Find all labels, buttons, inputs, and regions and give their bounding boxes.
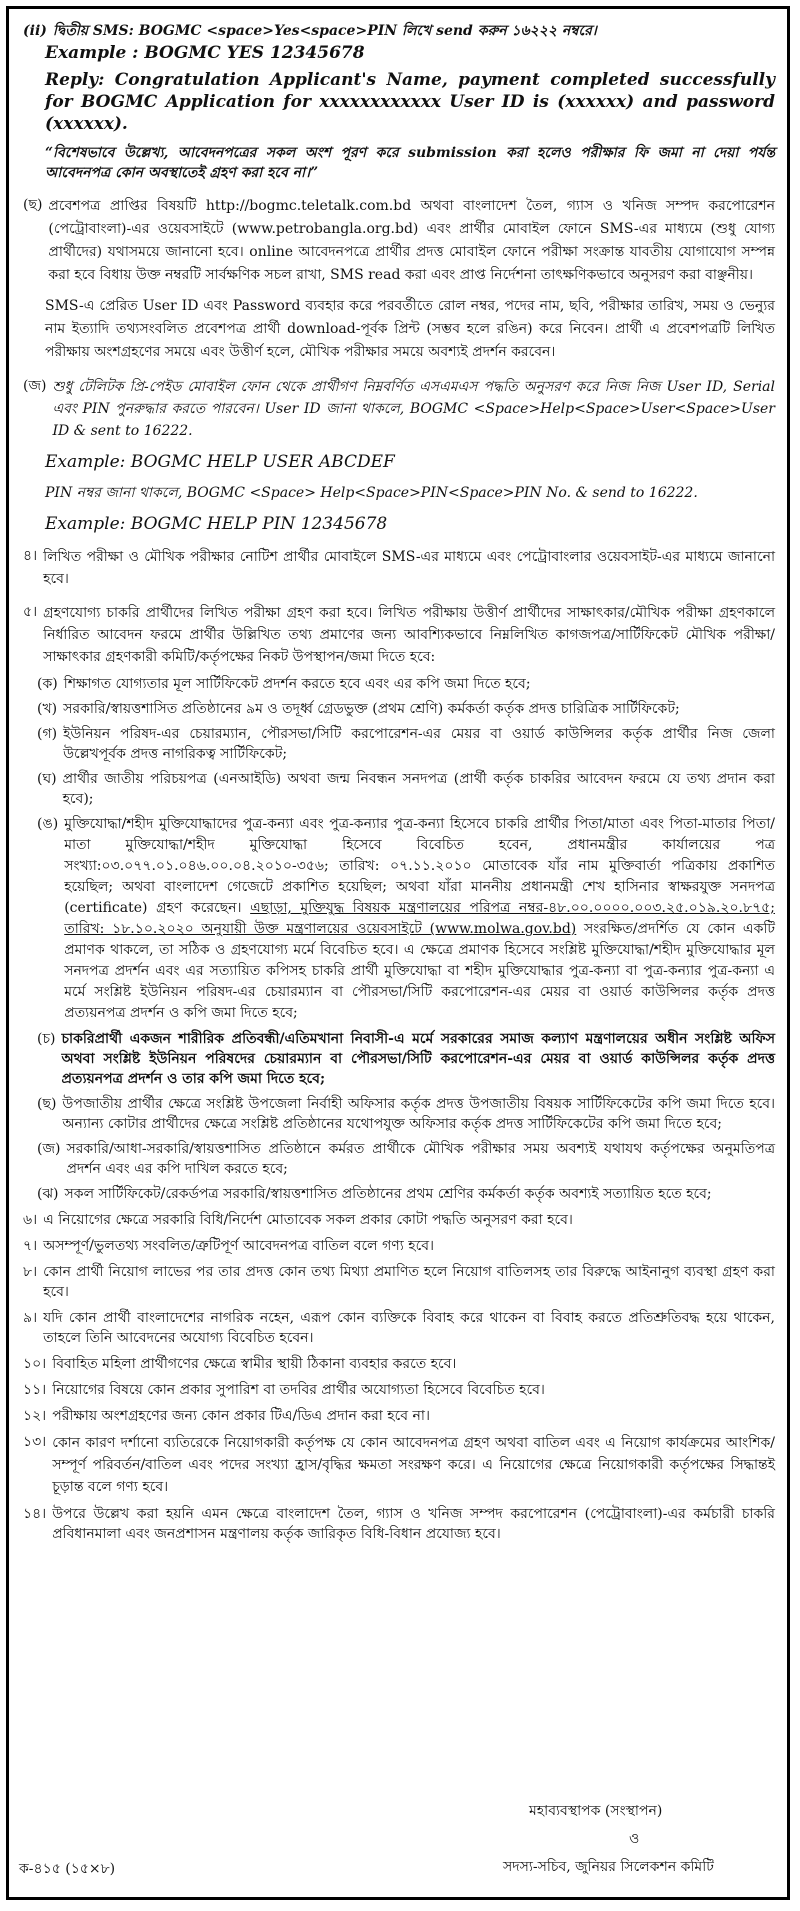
section-ja-pin: PIN নম্বর জানা থাকলে, BOGMC <Space> Help<Space>PIN<Space>PIN No. & send to 16222. — [45, 485, 698, 501]
rule-label: ১১। — [23, 1382, 47, 1398]
sub-item-label: (ঙ) — [37, 816, 59, 832]
rule-text: নিয়োগের বিষয়ে কোন প্রকার সুপারিশ বা তদবির প্রার্থীর অযোগ্যতা হিসেবে বিবেচিত হবে। — [52, 1382, 545, 1398]
section-cha-text: প্রবেশপত্র প্রাপ্তির বিষয়টি http://bogmc.teletalk.com.bd অথবা বাংলাদেশ তৈল, গ্যাস ও খনিজ সম্পদ করপোরেশন (পেট্রোবাংলা)-এর ওয়েবসাইটে (www.petrobangla.org.bd) এবং প্রার্থীর মোবাইল ফোনে SMS-এর মাধ্যমে (শুধু যোগ্য প্রার্থীদের) যথাসময়ে জানানো হবে। online আবেদনপত্রে প্রার্থীর প্রদত্ত মোবাইল ফোনে পরীক্ষা সংক্রান্ত যাবতীয় যোগাযোগ সম্পন্ন করা হবে বিধায় উক্ত নম্বরটি সার্বক্ষণিক সচল রাখা, SMS read করা এবং প্রাপ্ত নির্দেশনা তাৎক্ষণিকভাবে অনুসরণ করা বাঞ্ছনীয়। — [48, 198, 775, 283]
sub-item — [37, 1094, 775, 1134]
rule-item — [23, 1432, 775, 1498]
sub-item-text: সরকারি/স্বায়ত্তশাসিত প্রতিষ্ঠানের ৯ম ও তদূর্ধ্ব গ্রেডভুক্ত (প্রথম শ্রেণি) কর্মকর্তা কর্তৃক প্রদত্ত চারিত্রিক সার্টিফিকেট; — [63, 701, 680, 717]
rule-text: কোন কারণ দর্শানো ব্যতিরেকে নিয়োগকারী কর্তৃপক্ষ যে কোন আবেদনপত্র গ্রহণ অথবা বাতিল এবং এ নিয়োগ কার্যক্রমের আংশিক/সম্পূর্ণ পরিবর্তন/বাতিল এবং পদের সংখ্যা হ্রাস/বৃদ্ধির ক্ষমতা সংরক্ষণ করে। এ নিয়োগের ক্ষেত্রে নিয়োগকারী কর্তৃপক্ষের সিদ্ধান্তই চূড়ান্ত বলে গণ্য হবে। — [52, 1435, 775, 1495]
rules-list — [23, 1210, 775, 1544]
section-cha — [23, 195, 775, 287]
rule-item — [23, 1380, 775, 1400]
rule-item — [23, 1406, 775, 1426]
rule-item — [23, 1236, 775, 1256]
section-5-subitems — [37, 674, 775, 1204]
sub-item-text-b: সংরক্ষিত/প্রদর্শিত যে কোন একটি প্রমাণক থাকলে, তা সঠিক ও গ্রহণযোগ্য মর্মে বিবেচিত হবে। এ ক্ষেত্রে প্রমাণক হিসেবে সংশ্লিষ্ট মুক্তিযোদ্ধা/শহীদ মুক্তিযোদ্ধার মূল সনদপত্র প্রদর্শন এবং এর সত্যায়িত কপিসহ চাকরি প্রার্থী মুক্তিযোদ্ধা বা শহীদ মুক্তিযোদ্ধার পুত্র-কন্যা বা পুত্র-কন্যার পুত্র-কন্যা এ মর্মে সংশ্লিষ্ট ইউনিয়ন পরিষদ-এর চেয়ারম্যান বা পৌরসভা/সিটি করপোরেশন-এর মেয়র বা ওয়ার্ড কাউন্সিলর কর্তৃক প্রদত্ত প্রত্যয়নপত্র প্রদর্শন ও কপি জমা দিতে হবে; — [64, 921, 776, 1021]
sub-item-text: উপজাতীয় প্রার্থীর ক্ষেত্রে সংশ্লিষ্ট উপজেলা নির্বাহী অফিসার কর্তৃক প্রদত্ত উপজাতীয় বিষয়ক সার্টিফিকেটের কপি জমা দিতে হবে। অন্যান্য কোটার প্রার্থীদের ক্ষেত্রে সংশ্লিষ্ট প্রতিষ্ঠানের যথোপযুক্ত অফিসার কর্তৃক প্রদত্ত সার্টিফিকেটের কপি জমা দিতে হবে; — [62, 1096, 775, 1132]
rule-text: পরীক্ষায় অংশগ্রহণের জন্য কোন প্রকার টিএ/ডিএ প্রদান করা হবে না। — [52, 1408, 430, 1424]
rule-item — [23, 1262, 775, 1302]
rule-item — [23, 1354, 775, 1374]
section-ja — [23, 376, 775, 442]
section-ii-example: Example : BOGMC YES 12345678 — [45, 43, 365, 63]
sub-item-freedom-fighter — [37, 814, 775, 1024]
sub-item-label: (চ) — [37, 1031, 56, 1047]
rule-label: ৬। — [23, 1212, 38, 1228]
rule-item — [23, 1504, 775, 1544]
signature-line-1: মহাব্যবস্থাপক (সংস্থাপন) — [529, 1803, 663, 1819]
section-5-label: ৫। — [23, 604, 38, 620]
section-cha-label: (ছ) — [23, 197, 43, 213]
section-cha-text2: SMS-এ প্রেরিত User ID এবং Password ব্যবহার করে পরবর্তীতে রোল নম্বর, পদের নাম, ছবি, পরীক্ষার তারিখ, সময় ও ভেন্যুর নাম ইত্যাদি তথ্যসংবলিত প্রবেশপত্র প্রার্থী download-পূর্বক প্রিন্ট (সম্ভব হলে রঙিন) করে নিবেন। প্রার্থী এ প্রবেশপত্রটি লিখিত পরীক্ষায় অংশগ্রহণের সময়ে এবং উত্তীর্ণ হলে, মৌখিক পরীক্ষার সময়ে অবশ্যই প্রদর্শন করবেন। — [45, 298, 775, 360]
section-ii-label: (ii) — [23, 23, 47, 39]
rule-label: ৮। — [23, 1264, 38, 1280]
sub-item-text: চাকরিপ্রার্থী একজন শারীরিক প্রতিবন্ধী/এতিমখানা নিবাসী-এ মর্মে সরকারের সমাজ কল্যাণ মন্ত্রণালয়ের অধীন সংশ্লিষ্ট অফিস অথবা সংশ্লিষ্ট ইউনিয়ন পরিষদের চেয়ারম্যান বা পৌরসভা/সিটি করপোরেশন-এর মেয়র বা ওয়ার্ড কাউন্সিলর কর্তৃক প্রদত্ত প্রত্যয়নপত্র প্রদর্শন ও তার কপি জমা দিতে হবে; — [61, 1031, 775, 1087]
rule-text: কোন প্রার্থী নিয়োগ লাভের পর তার প্রদত্ত কোন তথ্য মিথ্যা প্রমাণিত হলে নিয়োগ বাতিলসহ তার বিরুদ্ধে আইনানুগ ব্যবস্থা গ্রহণ করা হবে। — [43, 1264, 775, 1300]
sub-item-text — [64, 814, 775, 1024]
sub-item — [37, 1139, 775, 1179]
sub-item — [37, 674, 775, 694]
rule-label: ৭। — [23, 1238, 38, 1254]
sub-item-label: (গ) — [37, 726, 58, 742]
footer-code: ক-৪১৫ (১৫×৮) — [19, 1861, 116, 1877]
rule-label: ৯। — [23, 1310, 38, 1326]
section-4-text: লিখিত পরীক্ষা ও মৌখিক পরীক্ষার নোটিশ প্রার্থীর মোবাইলে SMS-এর মাধ্যমে এবং পেট্রোবাংলার ওয়েবসাইট-এর মাধ্যমে জানানো হবে। — [43, 549, 775, 587]
section-ii-note: “বিশেষভাবে উল্লেখ্য, আবেদনপত্রের সকল অংশ পূরণ করে submission করা হলেও পরীক্ষার ফি জমা না দেয়া পর্যন্ত আবেদনপত্র কোন অবস্থাতেই গ্রহণ করা হবে না।” — [45, 145, 775, 181]
rule-label: ১২। — [23, 1408, 47, 1424]
section-4 — [23, 546, 775, 590]
notice-content — [23, 21, 775, 1550]
section-ii-reply: Reply: Congratulation Applicant's Name, payment completed successfully for BOGMC Application for xxxxxxxxxxxx User ID is (xxxxxx) and password (xxxxxx). — [45, 70, 775, 134]
rule-item — [23, 1210, 775, 1230]
sub-item-text: ইউনিয়ন পরিষদ-এর চেয়ারম্যান, পৌরসভা/সিটি করপোরেশন-এর মেয়র বা ওয়ার্ড কাউন্সিলর কর্তৃক প্রার্থীর নিজ জেলা উল্লেখপূর্বক প্রদত্ত নাগরিকত্ব সার্টিফিকেট; — [63, 726, 775, 762]
section-ii — [23, 21, 775, 41]
rule-text: অসম্পূর্ণ/ভুলতথ্য সংবলিত/ত্রুটিপূর্ণ আবেদনপত্র বাতিল বলে গণ্য হবে। — [43, 1238, 434, 1254]
sub-item-label: (ঝ) — [37, 1186, 59, 1202]
sub-item-text: প্রার্থীর জাতীয় পরিচয়পত্র (এনআইডি) অথবা জন্ম নিবন্ধন সনদপত্র (প্রার্থী কর্তৃক চাকরির আবেদন ফরমে যে তথ্য প্রদান করা হবে); — [62, 771, 775, 807]
rule-text: বিবাহিত মহিলা প্রার্থীগণের ক্ষেত্রে স্বামীর স্থায়ী ঠিকানা ব্যবহার করতে হবে। — [52, 1356, 457, 1372]
sub-item — [37, 769, 775, 809]
sub-item-label: (জ) — [37, 1141, 61, 1157]
rule-label: ১৩। — [23, 1434, 47, 1450]
section-ii-line: দ্বিতীয় SMS: BOGMC <space>Yes<space>PIN লিখে send করুন ১৬২২২ নম্বরে। — [52, 23, 597, 39]
rule-text: এ নিয়োগের ক্ষেত্রে সরকারি বিধি/নির্দেশ মোতাবেক সকল প্রকার কোটা পদ্ধতি অনুসরণ করা হবে। — [43, 1212, 573, 1228]
sub-item — [37, 1184, 775, 1204]
rule-label: ১০। — [23, 1356, 47, 1372]
section-5-text: গ্রহণযোগ্য চাকরি প্রার্থীদের লিখিত পরীক্ষা গ্রহণ করা হবে। লিখিত পরীক্ষায় উত্তীর্ণ প্রার্থীদের সাক্ষাৎকার/মৌখিক পরীক্ষা গ্রহণকালে নির্ধারিত আবেদন ফরমে প্রার্থীর উল্লিখিত তথ্য প্রমাণের জন্য আবশ্যিকভাবে নিম্নলিখিত কাগজপত্র/সার্টিফিকেট মৌখিক পরীক্ষা/সাক্ষাৎকার গ্রহণকারী কমিটি/কর্তৃপক্ষের নিকট উপস্থাপন/জমা দিতে হবে: — [43, 605, 775, 665]
sub-item — [37, 1029, 775, 1089]
sub-item-label: (ক) — [37, 676, 58, 692]
section-ja-example1: Example: BOGMC HELP USER ABCDEF — [45, 452, 395, 472]
sub-item — [37, 699, 775, 719]
sub-item-text-a: মুক্তিযোদ্ধা/শহীদ মুক্তিযোদ্ধাদের পুত্র-কন্যা এবং পুত্র-কন্যার পুত্র-কন্যা হিসেবে চাকরি প্রার্থীর পিতা/মাতা এবং পিতা-মাতার পিতা/মাতা মুক্তিযোদ্ধা/শহীদ মুক্তিযোদ্ধা হিসেবে বিবেচিত হবেন, প্রধানমন্ত্রীর কার্যালয়ের পত্র সংখ্যা:০৩.০৭৭.০১.০৪৬.০০.০৪.২০১০-৩৫৬; তারিখ: ০৭.১১.২০১০ মোতাবেক যাঁর নাম মুক্তিবার্তা পত্রিকায় প্রকাশিত হয়েছিল; অথবা বাংলাদেশ গেজেটে প্রকাশিত হয়েছিল; অথবা যাঁরা মাননীয় প্রধানমন্ত্রী শেখ হাসিনার স্বাক্ষরযুক্ত সনদপত্র (certificate) গ্রহণ করেছেন। — [64, 816, 775, 916]
section-ja-text: শুধু টেলিটক প্রি-পেইড মোবাইল ফোন থেকে প্রার্থীগণ নিম্নবর্ণিত এসএমএস পদ্ধতি অনুসরণ করে নিজ নিজ User ID, Serial এবং PIN পুনরুদ্ধার করতে পারবেন। User ID জানা থাকলে, BOGMC <Space>Help<Space>User<Space>User ID & sent to 16222. — [52, 379, 775, 439]
rule-text: উপরে উল্লেখ করা হয়নি এমন ক্ষেত্রে বাংলাদেশ তৈল, গ্যাস ও খনিজ সম্পদ করপোরেশন (পেট্রোবাংলা)-এর কর্মচারী চাকরি প্রবিধানমালা এবং জনপ্রশাসন মন্ত্রণালয় কর্তৃক জারিকৃত বিধি-বিধান প্রযোজ্য হবে। — [52, 1506, 775, 1542]
section-4-label: ৪। — [23, 548, 38, 564]
section-ja-example2: Example: BOGMC HELP PIN 12345678 — [45, 514, 388, 534]
signature-line-3: সদস্য-সচিব, জুনিয়র সিলেকশন কমিটি — [503, 1859, 714, 1875]
section-ja-label: (জ) — [23, 378, 47, 394]
notice-frame — [6, 6, 790, 1900]
rule-text: যদি কোন প্রার্থী বাংলাদেশের নাগরিক নহেন, এরূপ কোন ব্যক্তিকে বিবাহ করে থাকেন বা বিবাহ করতে প্রতিশ্রুতিবদ্ধ হয়ে থাকেন, তাহলে তিনি আবেদনের অযোগ্য বিবেচিত হবেন। — [43, 1310, 775, 1346]
rule-item — [23, 1308, 775, 1348]
rule-label: ১৪। — [23, 1506, 47, 1522]
sub-item-label: (খ) — [37, 701, 58, 717]
sub-item — [37, 724, 775, 764]
signature-line-2: ও — [629, 1831, 640, 1847]
sub-item-text: সকল সার্টিফিকেট/রেকর্ডপত্র সরকারি/স্বায়ত্তশাসিত প্রতিষ্ঠানের প্রথম শ্রেণির কর্মকর্তা কর্তৃক অবশ্যই সত্যায়িত হতে হবে; — [64, 1186, 712, 1202]
sub-item-label: (ঘ) — [37, 771, 57, 787]
sub-item-label: (ছ) — [37, 1096, 57, 1112]
section-5 — [23, 602, 775, 668]
sub-item-text: শিক্ষাগত যোগ্যতার মূল সার্টিফিকেট প্রদর্শন করতে হবে এবং এর কপি জমা দিতে হবে; — [63, 676, 531, 692]
sub-item-text-underlined: এছাড়া, মুক্তিযুদ্ধ বিষয়ক মন্ত্রণালয়ের পরিপত্র নম্বর-৪৮.০০.০০০০.০০৩.২৫.০১৯.২০.৮৭৫; তারিখ: ১৮.১০.২০২০ অনুযায়ী উক্ত মন্ত্রণালয়ের ওয়েবসাইটে (www.molwa.gov.bd) — [64, 900, 775, 937]
sub-item-text: সরকারি/আধা-সরকারি/স্বায়ত্তশাসিত প্রতিষ্ঠানে কর্মরত প্রার্থীকে মৌখিক পরীক্ষার সময় অবশ্যই যথাযথ কর্তৃপক্ষের অনুমতিপত্র প্রদর্শন এবং এর কপি দাখিল করতে হবে; — [66, 1141, 775, 1177]
